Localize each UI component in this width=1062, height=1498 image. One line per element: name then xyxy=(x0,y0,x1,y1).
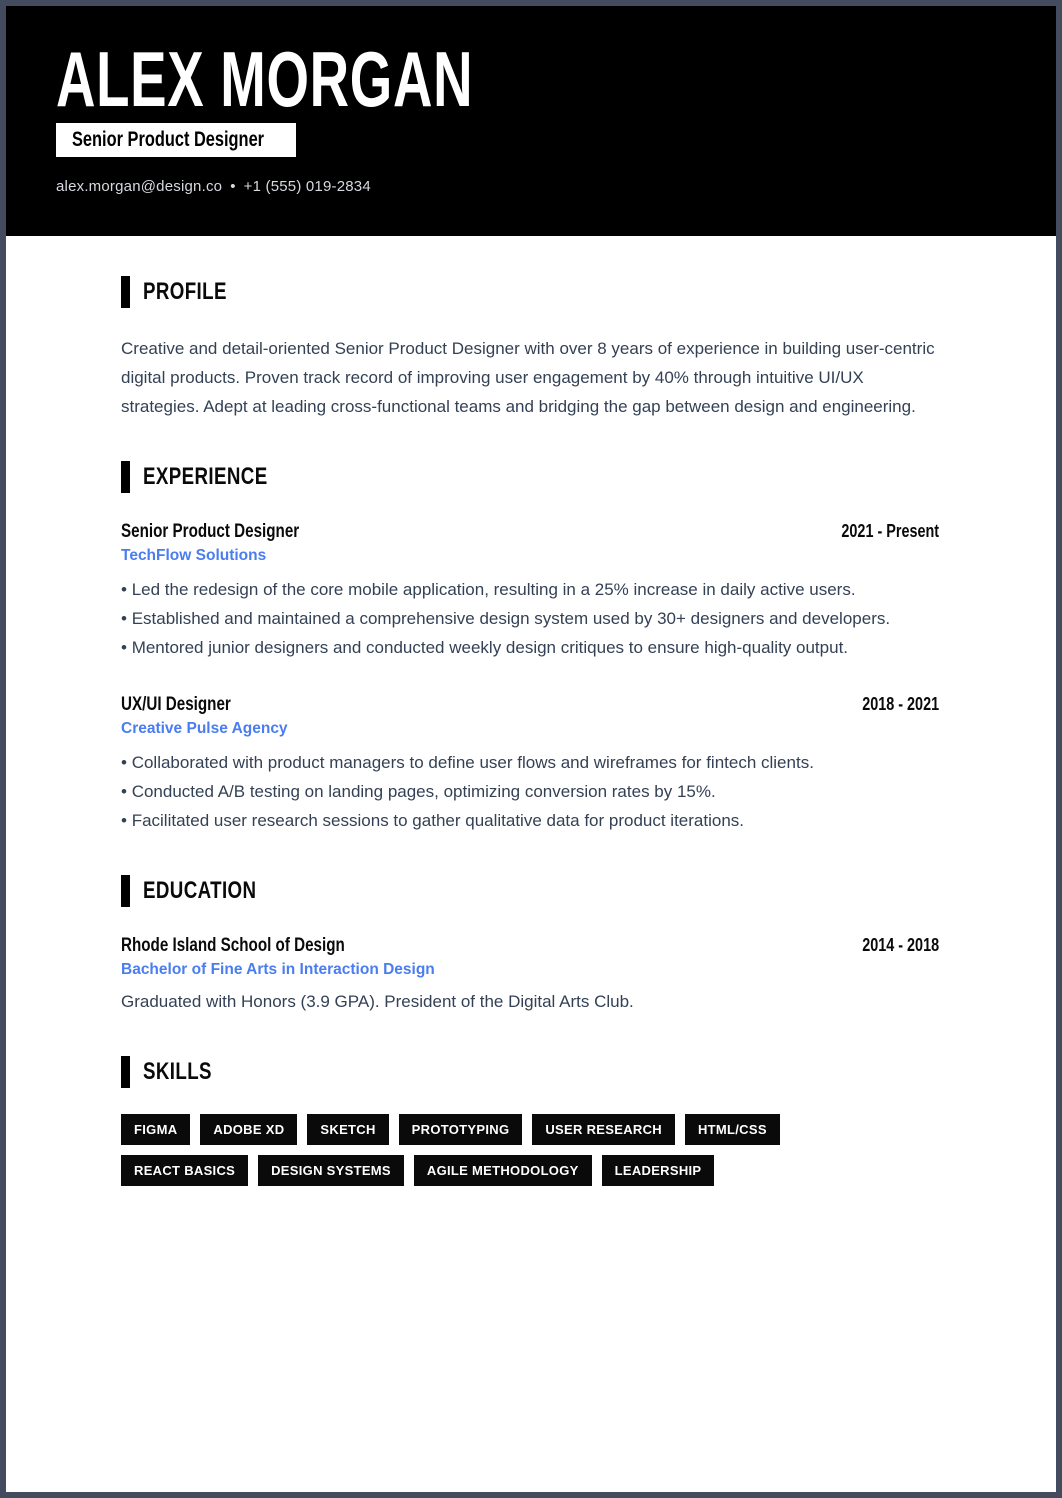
experience-entry xyxy=(121,694,939,835)
job-company: Creative Pulse Agency xyxy=(121,720,288,737)
education-degree: Bachelor of Fine Arts in Interaction Design xyxy=(121,961,435,978)
job-bullets xyxy=(121,748,939,835)
job-bullet: • Led the redesign of the core mobile application, resulting in a 25% increase in daily active users. xyxy=(121,575,939,604)
resume-body xyxy=(6,236,1056,1246)
section-experience xyxy=(121,461,939,835)
candidate-name: ALEX MORGAN xyxy=(56,35,474,123)
education-title-row xyxy=(121,935,939,957)
section-accent-bar xyxy=(121,875,130,907)
profile-heading xyxy=(121,276,939,308)
job-dates: 2018 - 2021 xyxy=(862,694,939,714)
skills-heading xyxy=(121,1056,939,1088)
skill-tag: REACT BASICS xyxy=(121,1155,248,1186)
skills-heading-label: SKILLS xyxy=(143,1058,212,1085)
education-school: Rhode Island School of Design xyxy=(121,935,345,956)
job-bullets xyxy=(121,575,939,662)
contact-line xyxy=(56,178,1006,195)
section-profile xyxy=(121,276,939,421)
job-bullet: • Mentored junior designers and conducted weekly design critiques to ensure high-quality output. xyxy=(121,633,939,662)
experience-heading xyxy=(121,461,939,493)
job-company: TechFlow Solutions xyxy=(121,547,267,564)
skill-tag: FIGMA xyxy=(121,1114,190,1145)
skill-tag: LEADERSHIP xyxy=(602,1155,715,1186)
contact-email: alex.morgan@design.co xyxy=(56,178,223,195)
job-bullet: • Conducted A/B testing on landing pages, optimizing conversion rates by 15%. xyxy=(121,777,939,806)
section-education xyxy=(121,875,939,1016)
skill-tag: SKETCH xyxy=(307,1114,388,1145)
profile-summary: Creative and detail-oriented Senior Product Designer with over 8 years of experience in building user-centric digital products. Proven track record of improving user engagement by 40% through intuitive UI/UX strategies. Adept at leading cross-functional teams and bridging the gap between design and engineering. xyxy=(121,339,935,416)
skill-tag: ADOBE XD xyxy=(200,1114,297,1145)
section-accent-bar xyxy=(121,461,130,493)
experience-entry xyxy=(121,521,939,662)
education-heading xyxy=(121,875,939,907)
skill-tag: DESIGN SYSTEMS xyxy=(258,1155,404,1186)
job-title-row xyxy=(121,694,939,716)
section-skills xyxy=(121,1056,939,1186)
resume-header xyxy=(6,6,1056,236)
section-accent-bar xyxy=(121,276,130,308)
job-bullet: • Established and maintained a comprehensive design system used by 30+ designers and developers. xyxy=(121,604,939,633)
education-entry xyxy=(121,935,939,1016)
skill-tag: HTML/CSS xyxy=(685,1114,780,1145)
education-heading-label: EDUCATION xyxy=(143,877,257,904)
education-details: Graduated with Honors (3.9 GPA). President of the Digital Arts Club. xyxy=(121,992,634,1011)
section-accent-bar xyxy=(121,1056,130,1088)
title-badge-label: Senior Product Designer xyxy=(72,128,265,151)
job-title-row xyxy=(121,521,939,543)
job-dates: 2021 - Present xyxy=(841,521,939,541)
contact-phone: +1 (555) 019-2834 xyxy=(243,178,371,195)
dot-separator-icon: • xyxy=(230,178,236,195)
job-title: UX/UI Designer xyxy=(121,694,231,715)
skill-tag: PROTOTYPING xyxy=(399,1114,523,1145)
skill-tags xyxy=(121,1114,881,1186)
job-bullet: • Facilitated user research sessions to gather qualitative data for product iterations. xyxy=(121,806,939,835)
job-title: Senior Product Designer xyxy=(121,521,300,542)
experience-heading-label: EXPERIENCE xyxy=(143,463,268,490)
skill-tag: USER RESEARCH xyxy=(532,1114,675,1145)
job-bullet: • Collaborated with product managers to define user flows and wireframes for fintech clients. xyxy=(121,748,939,777)
education-dates: 2014 - 2018 xyxy=(862,935,939,955)
skill-tag: AGILE METHODOLOGY xyxy=(414,1155,592,1186)
title-badge xyxy=(56,123,296,157)
profile-heading-label: PROFILE xyxy=(143,278,227,305)
